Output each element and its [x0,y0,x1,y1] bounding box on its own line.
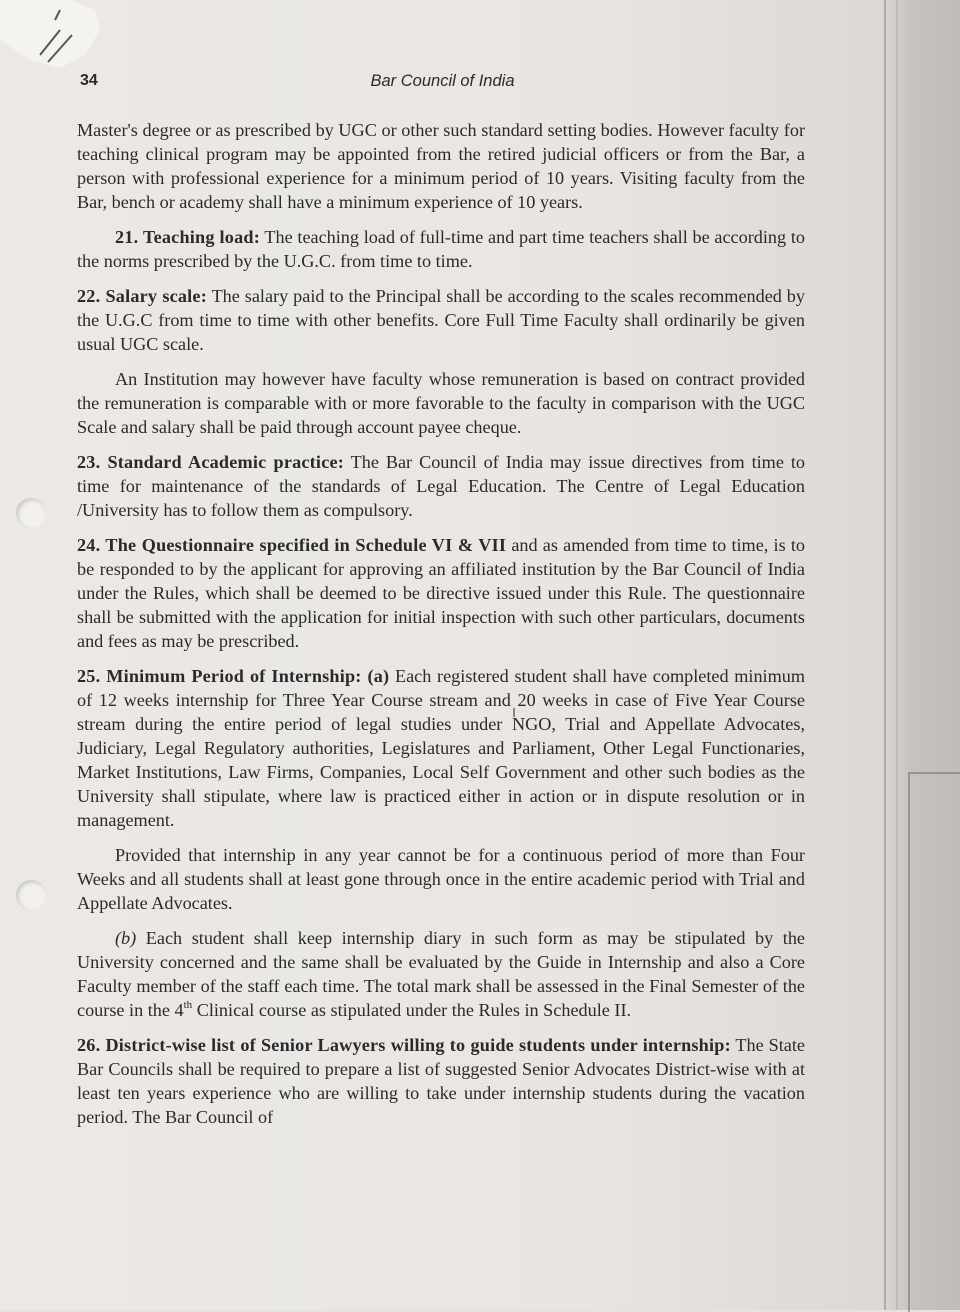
section-21 [77,225,805,273]
document-body [77,118,805,1140]
section-heading: 24. The Questionnaire specified in Schedule VI & VII [77,535,507,555]
section-heading: 22. Salary scale: [77,286,207,306]
section-text: Each registered student shall have completed minimum of 12 weeks internship for Three Year Course stream and 20 weeks in case of Five Year Course stream during the entire period of legal studies under NGO, Trial and Appellate Advocates, Judiciary, Legal Regulatory authorities, Legislatures and Parliament, Other Legal Functionaries, Market Institutions, Law Firms, Companies, Local Self Government and other such bodies as the University shall stipulate, where law is practiced either in action or in dispute resolution or in management. [77,666,805,830]
section-heading: 25. Minimum Period of Internship: (a) [77,666,390,686]
section-text: The State Bar Councils shall be required to prepare a list of suggested Senior Advocates District-wise with at least ten years experience who are willing to take under internship students during the vacation period. The Bar Council of [77,1035,805,1127]
page-number: 34 [80,72,98,89]
section-25 [77,664,805,832]
section-text: The Bar Council of India may issue directives from time to time for maintenance of the standards of Legal Education. The Centre of Legal Education /University has to follow them as compulsory. [77,452,806,520]
section-22-paragraph: An Institution may however have faculty whose remuneration is based on contract provided the remuneration is comparable with or more favorable to the faculty in comparison with the UGC Scale and salary shall be paid through account payee cheque. [77,369,805,437]
section-23 [77,450,805,522]
page-edge-line [896,0,898,1310]
section-25-proviso: Provided that internship in any year cannot be for a continuous period of more than Four Weeks and all students shall at least gone through once in the entire academic period with Trial and Appellate Advocates. [77,845,805,913]
section-text: Each student shall keep internship diary in such form as may be stipulated by the University concerned and the same shall be evaluated by the Guide in Internship and also a Core Faculty member of the staff each time. The total mark shall be assessed in the Final Semester of the course in the 4 [77,928,805,1020]
running-title: Bar Council of India [370,72,515,90]
section-24 [77,533,805,653]
section-heading: 26. District-wise list of Senior Lawyers willing to guide students under internship: [77,1035,731,1055]
section-25-b [77,926,805,1022]
page-edge-box [908,772,960,1312]
punch-hole [16,498,46,528]
page-edge-line [884,0,886,1310]
section-22 [77,284,805,356]
page-header [80,72,805,96]
section-text: The salary paid to the Principal shall be according to the scales recommended by the U.G.C from time to time with other benefits. Core Full Time Faculty shall ordinarily be given usual UGC scale. [77,286,805,354]
section-26 [77,1033,805,1129]
section-heading: 21. Teaching load: [115,227,260,247]
paragraph-continuation: Master's degree or as prescribed by UGC or other such standard setting bodies. However faculty for teaching clinical program may be appointed from the retired judicial officers or from the Bar, a person with professional experience for a minimum period of 10 years. Visiting faculty from the Bar, bench or academy shall have a minimum experience of 10 years. [77,120,805,212]
section-text: The teaching load of full-time and part time teachers shall be according to the norms prescribed by the U.G.C. from time to time. [77,227,805,271]
clause-label: (b) [115,928,137,948]
section-heading: 23. Standard Academic practice: [77,452,344,472]
corner-fold-mark [0,0,110,80]
section-text: and as amended from time to time, is to be responded to by the applicant for approving an affiliated institution by the Bar Council of India under the Rules, which shall be deemed to be directive issued under this Rule. The questionnaire shall be submitted with the application for initial inspection with such other particulars, documents and fees as may be prescribed. [77,535,805,651]
superscript: th [183,999,193,1011]
section-text: Clinical course as stipulated under the Rules in Schedule II. [192,1000,632,1020]
punch-hole [16,880,46,910]
